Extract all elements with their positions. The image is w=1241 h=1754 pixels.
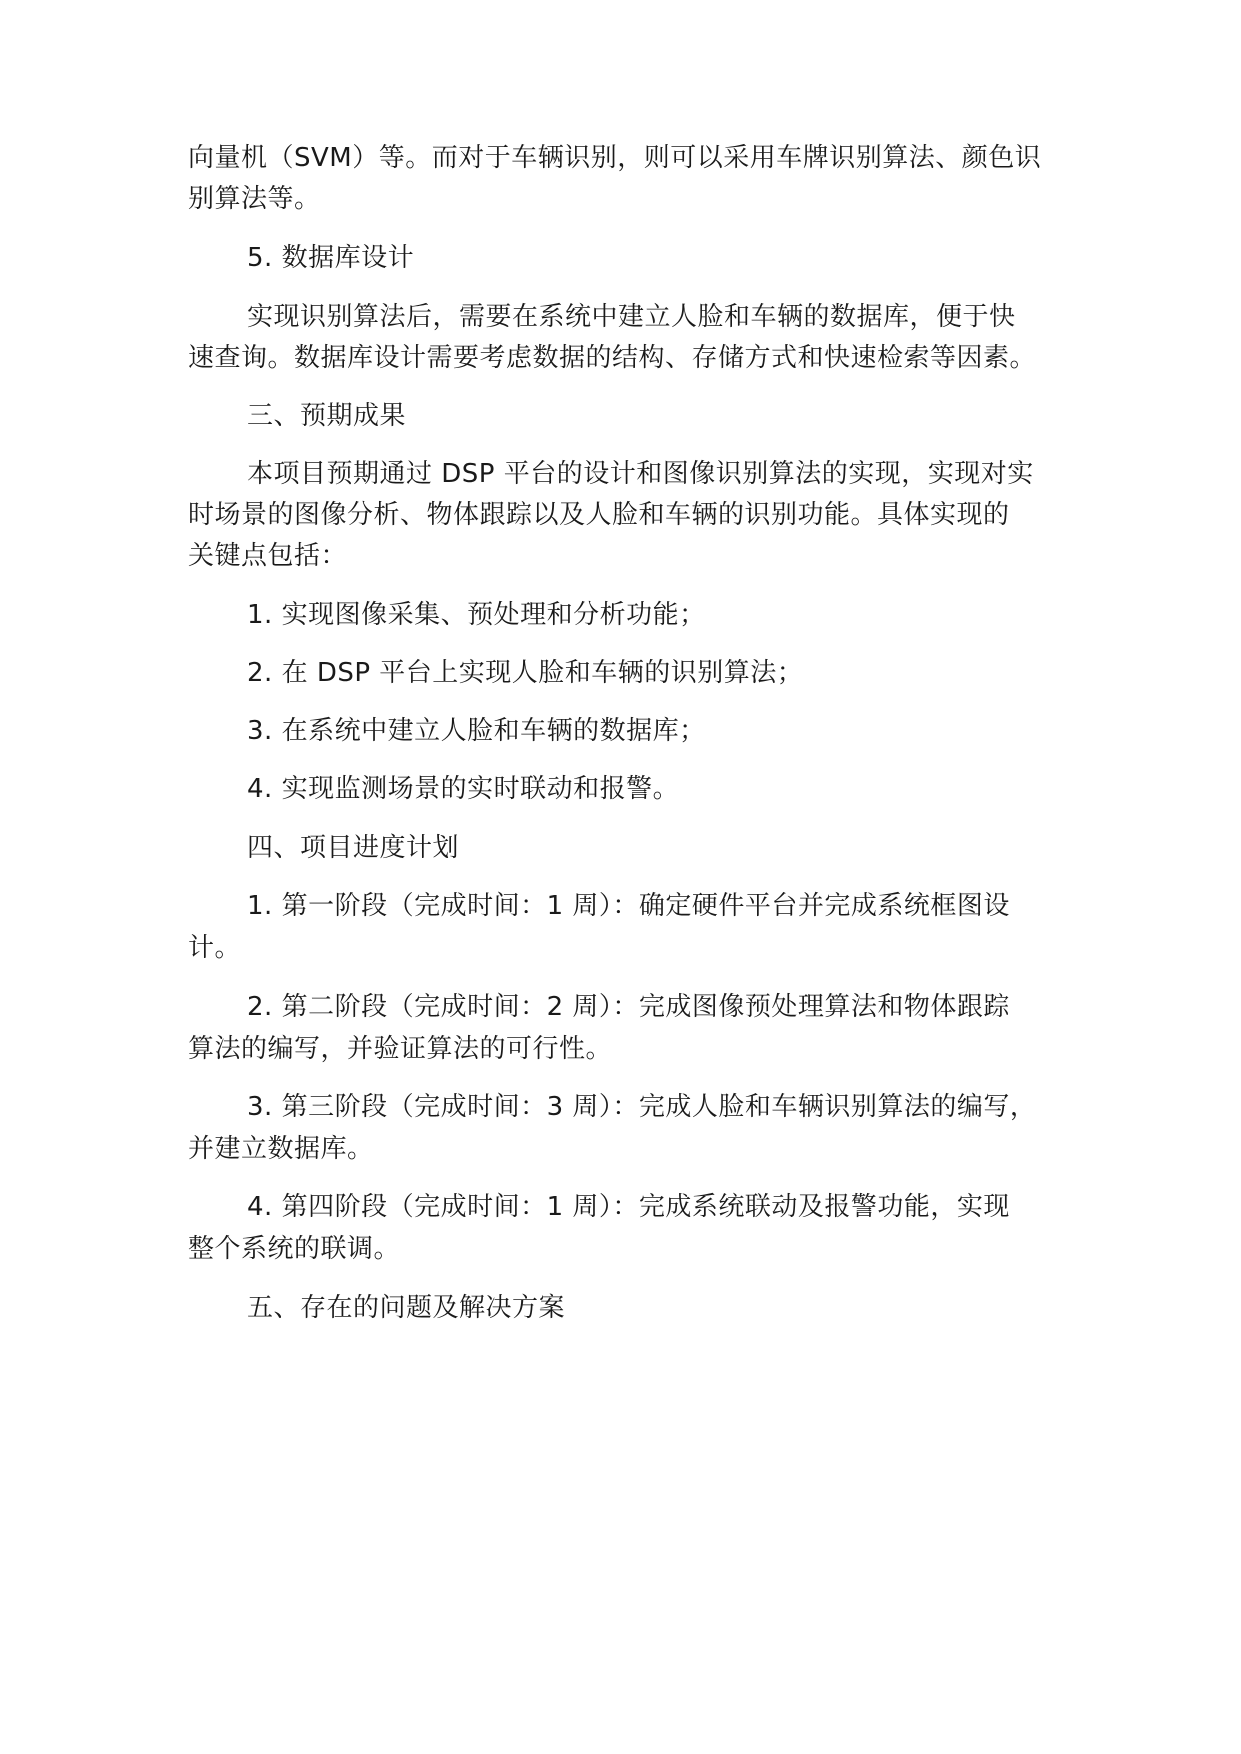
section-heading: 5. 数据库设计	[247, 243, 415, 273]
paragraph-line: 时场景的图像分析、物体跟踪以及人脸和车辆的识别功能。具体实现的	[188, 500, 1010, 530]
list-item: 2. 在 DSP 平台上实现人脸和车辆的识别算法；	[247, 658, 804, 688]
list-item: 3. 在系统中建立人脸和车辆的数据库；	[247, 716, 706, 746]
list-item: 4. 实现监测场景的实时联动和报警。	[247, 774, 680, 804]
list-item-continuation: 算法的编写，并验证算法的可行性。	[188, 1034, 613, 1064]
list-item: 1. 第一阶段（完成时间：1 周）：确定硬件平台并完成系统框图设	[247, 891, 1010, 921]
list-item: 2. 第二阶段（完成时间：2 周）：完成图像预处理算法和物体跟踪	[247, 992, 1010, 1022]
section-heading: 四、项目进度计划	[247, 833, 460, 863]
paragraph-line: 速查询。数据库设计需要考虑数据的结构、存储方式和快速检索等因素。	[188, 343, 1037, 373]
paragraph-line: 本项目预期通过 DSP 平台的设计和图像识别算法的实现，实现对实	[247, 459, 1034, 489]
list-item-continuation: 并建立数据库。	[188, 1134, 374, 1164]
section-heading: 三、预期成果	[247, 401, 407, 431]
paragraph-line: 关键点包括：	[188, 541, 348, 571]
paragraph-line: 别算法等。	[188, 184, 321, 214]
paragraph-line: 实现识别算法后，需要在系统中建立人脸和车辆的数据库，便于快	[247, 302, 1016, 332]
list-item: 1. 实现图像采集、预处理和分析功能；	[247, 600, 706, 630]
paragraph-line: 向量机（SVM）等。而对于车辆识别，则可以采用车牌识别算法、颜色识	[188, 143, 1042, 173]
section-heading: 五、存在的问题及解决方案	[247, 1293, 566, 1323]
list-item: 3. 第三阶段（完成时间：3 周）：完成人脸和车辆识别算法的编写，	[247, 1092, 1037, 1122]
list-item-continuation: 计。	[188, 933, 242, 963]
list-item: 4. 第四阶段（完成时间：1 周）：完成系统联动及报警功能，实现	[247, 1192, 1010, 1222]
list-item-continuation: 整个系统的联调。	[188, 1234, 401, 1264]
